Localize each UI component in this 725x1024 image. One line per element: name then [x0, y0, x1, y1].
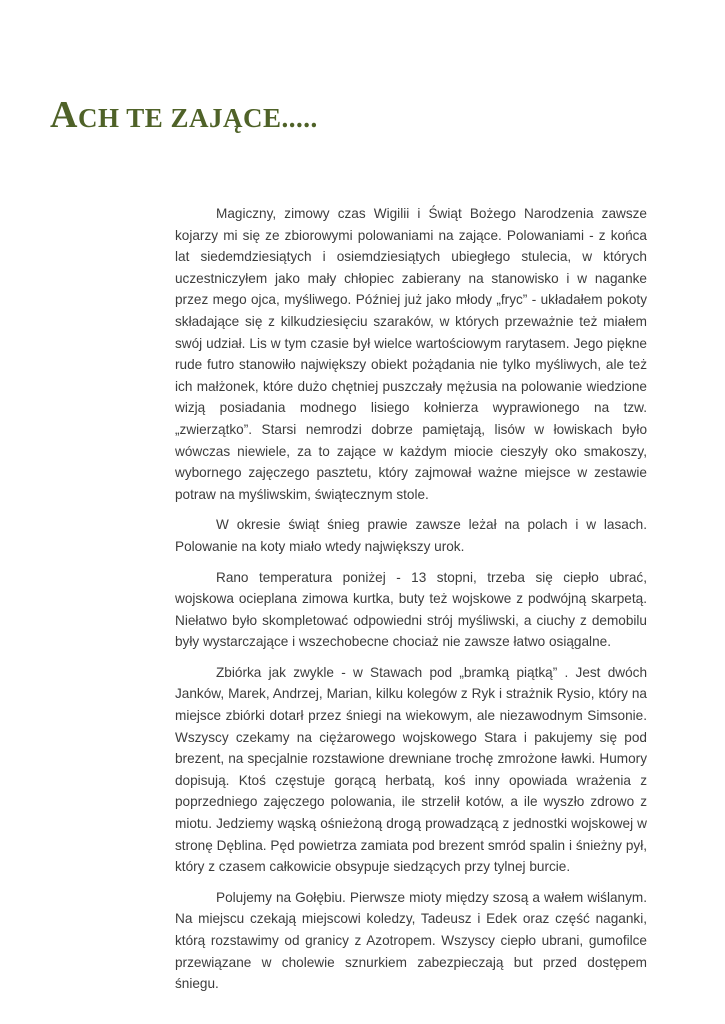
- paragraph: Polujemy na Gołębiu. Pierwsze mioty między szosą a wałem wiślanym. Na miejscu czekają miejscowi koledzy, Tadeusz i Edek oraz część naganki, którą rozstawimy od granicy z Azotropem. Wszyscy ciepło ubrani, gumofilce przewiązane w cholewie sznurkiem zabezpieczają but przed dostępem śniegu.: [175, 889, 647, 992]
- paragraph: Rano temperatura poniżej - 13 stopni, trzeba się ciepło ubrać, wojskowa ocieplana zimowa kurtka, buty też wojskowe z podwójną skarpetą. Niełatwo było skompletować odpowiedni strój myśliwski, a ciuchy z demobilu były wystarczające i wszechobecne chociaż nie zawsze łatwo osiągalne.: [175, 569, 647, 650]
- paragraph: W okresie świąt śnieg prawie zawsze leżał na polach i w lasach. Polowanie na koty miało wtedy największy urok.: [175, 517, 647, 554]
- page-title: [50, 96, 318, 134]
- title-rest: CH TE ZAJĄCE.....: [77, 103, 318, 133]
- paragraph: Magiczny, zimowy czas Wigilii i Świąt Bożego Narodzenia zawsze kojarzy mi się ze zbiorowymi polowaniami na zające. Polowaniami - z końca lat siedemdziesiątych i osiemdziesiątych ubiegłego stulecia, w których uczestniczyłem jako mały chłopiec zabierany na stanowisko i w naganke przez mego ojca, myśliwego. Później już jako młody „fryc” - układałem pokoty składające się z kilkudziesięciu szaraków, w których przeważnie też miałem swój udział. Lis w tym czasie był wielce wartościowym rarytasem. Jego piękne rude futro stanowiło największy obiekt pożądania nie tylko myśliwych, ale też ich małżonek, które dużo chętniej puszczały mężusia na polowanie wiedzione wizją posiadania modnego lisiego kołnierza wyprawionego na tzw. „zwierzątko”. Starsi nemrodzi dobrze pamiętają, lisów w łowiskach było wówczas niewiele, za to zające w każdym miocie cieszyły oko smakoszy, wybornego zajęczego pasztetu, który zajmował ważne miejsce w zestawie potraw na myśliwskim, świątecznym stole.: [175, 206, 647, 502]
- paragraph: Zbiórka jak zwykle - w Stawach pod „bramką piątką” . Jest dwóch Janków, Marek, Andrzej, Marian, kilku kolegów z Ryk i strażnik Rysio, który na miejsce zbiórki dotarł przez śniegi na wiekowym, ale niezawodnym Simsonie. Wszyscy czekamy na ciężarowego wojskowego Stara i pakujemy się pod brezent, na specjalnie rozstawione drewniane trochę zmrożone ławki. Humory dopisują. Ktoś częstuje gorącą herbatą, koś inny opowiada wrażenia z poprzedniego zajęczego polowania, ile strzelił kotów, a ile wyszło zdrowo z miotu. Jedziemy wąską ośnieżoną drogą prowadzącą z jednostki wojskowej w stronę Dęblina. Pęd powietrza zamiata pod brezent smród spalin i śnieżny pył, który z czasem całkowicie obsypuje siedzących przy tylnej burcie.: [175, 664, 647, 875]
- article-body: [175, 203, 647, 1004]
- title-initial: A: [50, 94, 78, 136]
